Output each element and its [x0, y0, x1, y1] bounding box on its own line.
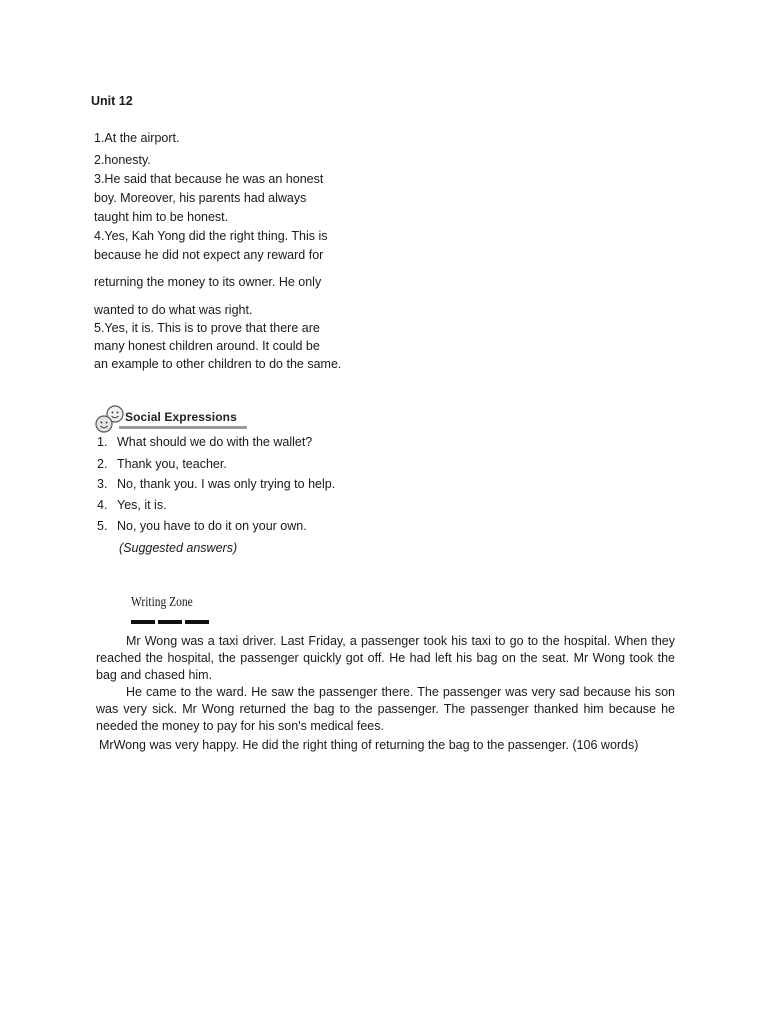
- item-text: Thank you, teacher.: [117, 457, 227, 471]
- item-number: 2.: [97, 457, 108, 471]
- unit-title: Unit 12: [91, 94, 133, 108]
- header-bar: [119, 426, 247, 429]
- item-number: 3.: [97, 477, 108, 491]
- answer-line: many honest children around. It could be: [94, 339, 320, 353]
- writing-zone-title: Writing Zone: [131, 594, 193, 609]
- item-text: No, you have to do it on your own.: [117, 519, 307, 533]
- essay-paragraph: Mr Wong was a taxi driver. Last Friday, a passenger took his taxi to go to the hospital. When they reached the hospital, the passenger quickly got off. He had left his bag on the seat. Mr Wong took the bag and chased him.: [96, 634, 675, 682]
- answer-line: an example to other children to do the same.: [94, 357, 342, 371]
- answer-line: 3.He said that because he was an honest: [94, 172, 324, 186]
- item-text: What should we do with the wallet?: [117, 435, 313, 449]
- smiley-faces-icon: [93, 402, 127, 436]
- list-item: [97, 477, 335, 491]
- item-number: 1.: [97, 435, 108, 449]
- social-expressions-header: [93, 402, 253, 436]
- writing-zone-underline: [131, 611, 212, 615]
- essay-paragraph: MrWong was very happy. He did the right thing of returning the bag to the passenger. (106 words): [99, 738, 639, 752]
- social-expressions-title: Social Expressions: [125, 410, 237, 424]
- answer-line: returning the money to its owner. He only: [94, 275, 322, 289]
- answer-line: 4.Yes, Kah Yong did the right thing. This is: [94, 229, 328, 243]
- answer-line: wanted to do what was right.: [94, 303, 253, 317]
- list-item: [97, 519, 307, 533]
- item-text: No, thank you. I was only trying to help.: [117, 477, 336, 491]
- list-item: [97, 457, 227, 471]
- suggested-answers-note: (Suggested answers): [119, 541, 238, 555]
- answer-line: boy. Moreover, his parents had always: [94, 191, 307, 205]
- item-number: 4.: [97, 498, 108, 512]
- item-text: Yes, it is.: [117, 498, 167, 512]
- answer-line: 2.honesty.: [94, 153, 151, 167]
- answer-line: 5.Yes, it is. This is to prove that there are: [94, 321, 320, 335]
- essay-paragraph: He came to the ward. He saw the passenger there. The passenger was very sad because his son was very sick. Mr Wong returned the bag to the passenger. The passenger thanked him because he needed the money to pay for his son's medical fees.: [96, 685, 675, 733]
- writing-zone-essay: [96, 633, 675, 754]
- item-number: 5.: [97, 519, 108, 533]
- answer-line: because he did not expect any reward for: [94, 248, 324, 262]
- list-item: [97, 435, 312, 449]
- answer-line: 1.At the airport.: [94, 131, 180, 145]
- answer-line: taught him to be honest.: [94, 210, 229, 224]
- list-item: [97, 498, 167, 512]
